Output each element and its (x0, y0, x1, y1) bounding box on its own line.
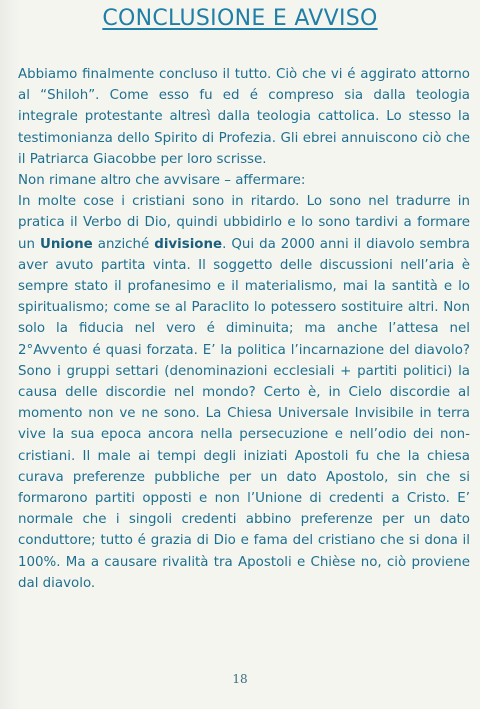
bold-term-unione: Unione (39, 236, 93, 252)
paragraph-main (18, 191, 470, 594)
body-text (18, 64, 470, 594)
page-title: CONCLUSIONE E AVVISO (102, 6, 378, 31)
paragraph-warning-heading: Non rimane altro che avvisare – affermare: (18, 173, 306, 189)
paragraph-main-part3: . Qui da 2000 anni il diavolo sembra aver avuto partita vinta. Il soggetto delle discussioni nell’aria è sempre stato il profanesimo e il materialismo, mai la santità e lo spiritualismo; come se al Paraclito lo potessero sostituire altri. Non solo la fiducia nel vero é diminuita; ma anche l’attesa nel 2°Avvento é quasi forzata. E’ la politica l’incarnazione del diavolo? Sono i gruppi settari (denominazioni ecclesiali + partiti politici) la causa delle discordie nel mondo? Certo è, in Cielo discordie al momento non ve ne sono. La Chiesa Universale Invisibile in terra vive la sua epoca ancora nella persecuzione e nell’odio dei non-cristiani. Il male ai tempi degli iniziati Apostoli fu che la chiesa curava preferenze pubbliche per un dato Apostolo, sin che si formarono partiti opposti e non l’Unione di credenti a Cristo. E’ normale che i singoli credenti abbino preferenze per un dato conduttore; tutto é grazia di Dio e fama del cristiano che si dona il 100%. Ma a causare rivalità tra Apostoli e Chièse no, ciò proviene dal diavolo. (18, 236, 470, 591)
paragraph-main-part2: anziché (92, 236, 155, 252)
paragraph-intro: Abbiamo finalmente concluso il tutto. Ciò che vi é aggirato attorno al “Shiloh”. Come esso fu ed é compreso sia dalla teologia integrale protestante altresì dalla teologia cattolica. Lo stesso la testimonianza dello Spirito di Profezia. Gli ebrei annuiscono ciò che il Patriarca Giacobbe per loro scrisse. (18, 67, 470, 167)
paragraph-main-part1: In molte cose i cristiani sono in ritardo. Lo sono nel tradurre in pratica il Verbo di Dio, quindi ubbidirlo e lo sono tardivi a formare un (18, 194, 470, 252)
bold-term-divisione: divisione (154, 236, 223, 252)
page-number: 18 (232, 672, 248, 686)
